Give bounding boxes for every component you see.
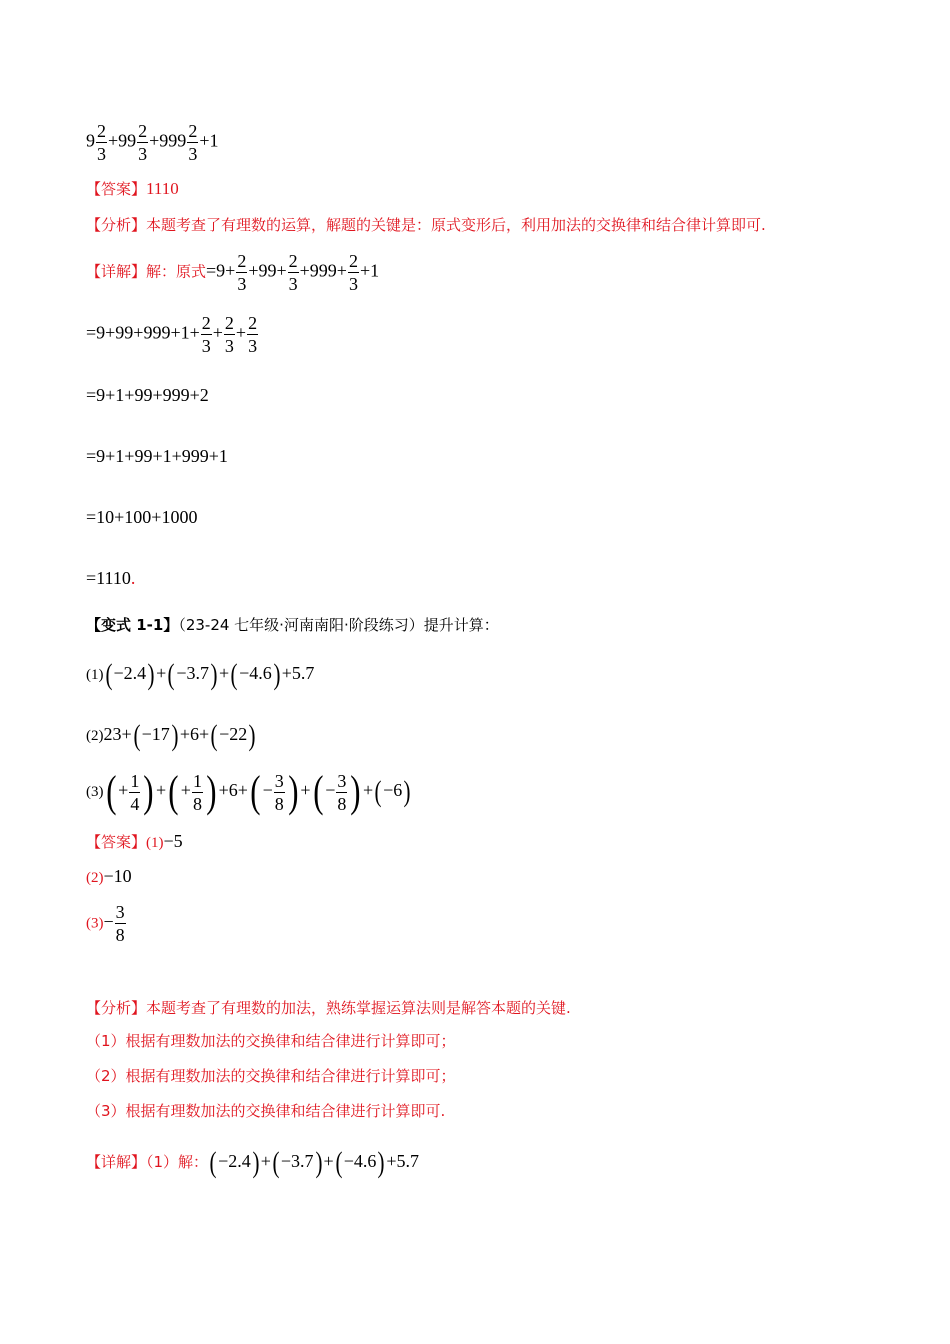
whole-number: 9: [86, 130, 95, 151]
variant-source: （23-24 七年级·河南南阳·阶段练习）: [178, 616, 424, 634]
detail-intro: 解：原式: [146, 262, 207, 281]
analysis-label: 【分析】: [86, 999, 147, 1017]
fraction: $\frac{2}{3}$: [248, 313, 258, 356]
answer-line: [86, 180, 179, 197]
answer-line: (2)−10: [86, 866, 132, 886]
detail-intro: （1）解：: [146, 1153, 209, 1172]
answer-value: 1110: [146, 179, 179, 198]
analysis-item: （2）根据有理数加法的交换律和结合律进行计算即可；: [86, 1067, 456, 1085]
answer-line: 【答案】(1)−5: [86, 831, 183, 851]
detail-label: 【详解】: [86, 1153, 147, 1172]
analysis-label: 【分析】: [86, 216, 147, 234]
variant-label: 【变式 1-1】: [86, 616, 179, 634]
step-line: =9+99+999+1+ $\frac{2}{3}$ + $\frac{2}{3}$ + $\frac{2}{3}$: [86, 313, 258, 356]
analysis-line: [86, 216, 766, 233]
answer-line: (3)− $\frac{3}{8}$: [86, 902, 125, 945]
step-line: =1110.: [86, 568, 136, 588]
answer-label: 【答案】: [86, 180, 147, 198]
term: +1: [199, 130, 219, 151]
question-1: (1)(−2.4)+(−3.7)+(−4.6)+5.7: [86, 658, 315, 691]
question-3: (3)( + $\frac{1}{4}$ ) +( + $\frac{1}{8}$ ) +6+( − $\frac{3}{8}$ ) +( − $\frac{3}{8}$ ) +(−6): [86, 767, 411, 816]
problem-expression: [86, 122, 218, 163]
step-line: =9+1+99+1+999+1: [86, 446, 228, 466]
step-line: =10+100+1000: [86, 507, 198, 527]
fraction: $\frac{2}{3}$: [224, 313, 234, 356]
detail-line: 【详解】解：原式=9+ $\frac{2}{3}$ +99+ $\frac{2}{3}$ +999+ $\frac{2}{3}$ +1: [86, 251, 380, 294]
analysis-text: 本题考查了有理数的加法，熟练掌握运算法则是解答本题的关键.: [146, 999, 571, 1017]
variant-heading: [86, 616, 499, 633]
detail-line: 【详解】（1）解：(−2.4)+(−3.7)+(−4.6)+5.7: [86, 1146, 419, 1179]
analysis-line: [86, 999, 571, 1016]
detail-label: 【详解】: [86, 262, 147, 281]
fraction: $\frac{2}{3}$: [138, 121, 148, 164]
question-2: (2)23+(−17)+6+(−22): [86, 719, 256, 752]
variant-text: 提升计算：: [423, 616, 499, 634]
fraction: $\frac{2}{3}$: [201, 313, 211, 356]
term: +999: [149, 130, 187, 151]
term: +99: [108, 130, 137, 151]
analysis-item: （1）根据有理数加法的交换律和结合律进行计算即可；: [86, 1032, 456, 1050]
analysis-item: （3）根据有理数加法的交换律和结合律进行计算即可.: [86, 1102, 446, 1120]
answer-label: 【答案】: [86, 833, 147, 851]
fraction: $\frac{2}{3}$: [237, 251, 247, 294]
analysis-text: 本题考查了有理数的运算，解题的关键是：原式变形后，利用加法的交换律和结合律计算即可.: [146, 216, 766, 234]
fraction: $\frac{2}{3}$: [97, 121, 106, 164]
fraction: $\frac{2}{3}$: [188, 121, 198, 164]
fraction: $\frac{2}{3}$: [348, 251, 358, 294]
step-line: =9+1+99+999+2: [86, 385, 209, 405]
fraction: $\frac{2}{3}$: [288, 251, 298, 294]
